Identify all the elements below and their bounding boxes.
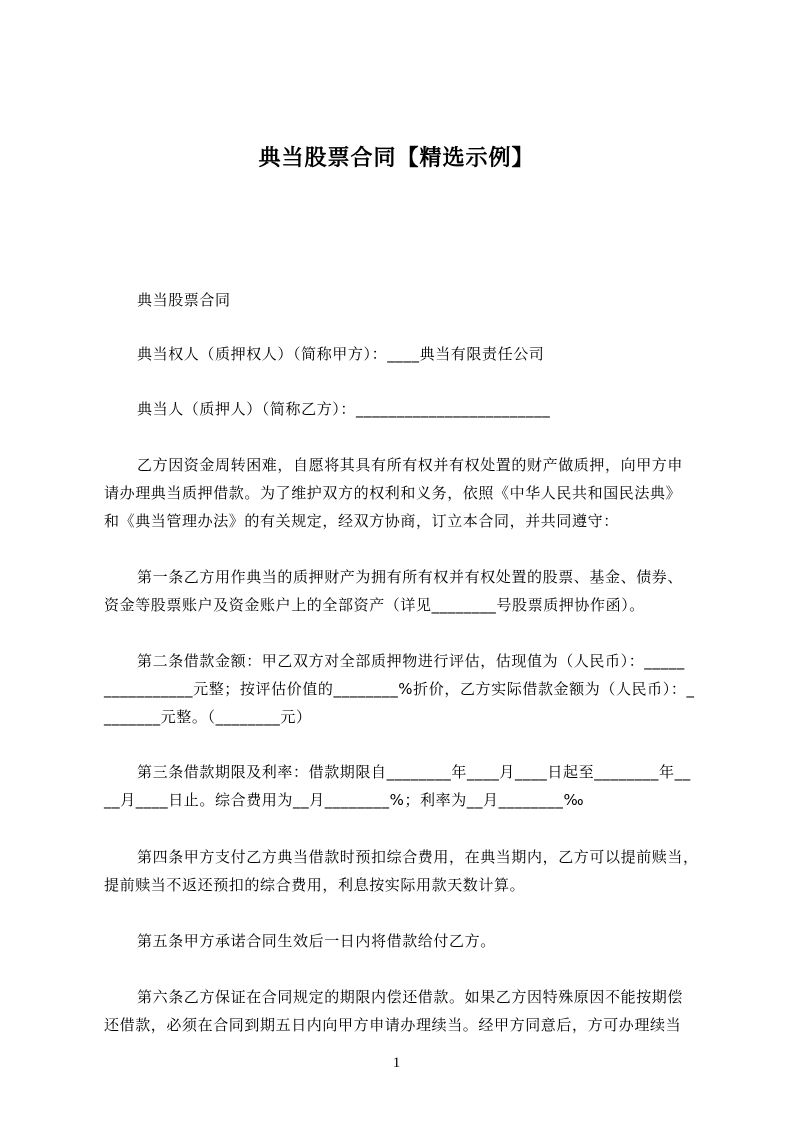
contract-heading: 典当股票合同 bbox=[137, 291, 231, 309]
paragraph-line: ___________元整；按评估价值的________%折价，乙方实际借款金额为（人民币）：_ bbox=[104, 680, 695, 698]
paragraph-line: _______元整。（________元） bbox=[104, 708, 312, 726]
paragraph-line: 第一条乙方用作典当的质押财产为拥有所有权并有权处置的股票、基金、债券、 bbox=[137, 568, 684, 586]
paragraph-line: 第三条借款期限及利率：借款期限自________年____月____日起至________年__ bbox=[137, 763, 691, 781]
paragraph-line: 还借款，必须在合同到期五日内向甲方申请办理续当。经甲方同意后，方可办理续当 bbox=[104, 1016, 682, 1034]
paragraph-line: 典当人（质押人）（简称乙方）：________________________ bbox=[137, 400, 551, 418]
paragraph-line: 和《典当管理办法》的有关规定，经双方协商，订立本合同，并共同遵守： bbox=[104, 512, 619, 530]
paragraph-line: 请办理典当质押借款。为了维护双方的权利和义务，依照《中华人民共和国民法典》 bbox=[104, 484, 682, 502]
paragraph-line: 资金等股票账户及资金账户上的全部资产（详见________号股票质押协作函）。 bbox=[104, 596, 645, 614]
paragraph-line: 第六条乙方保证在合同规定的期限内偿还借款。如果乙方因特殊原因不能按期偿 bbox=[137, 988, 684, 1006]
paragraph-line: 第五条甲方承诺合同生效后一日内将借款给付乙方。 bbox=[137, 932, 496, 950]
paragraph-line: 第二条借款金额：甲乙双方对全部质押物进行评估，估现值为（人民币）：_____ bbox=[137, 652, 685, 670]
paragraph-line: __月____日止。综合费用为__月________%；利率为__月________‰ bbox=[104, 791, 585, 809]
paragraph-line: 典当权人（质押权人）（简称甲方）：____典当有限责任公司 bbox=[137, 345, 545, 363]
paragraph-line: 乙方因资金周转困难，自愿将其具有所有权并有权处置的财产做质押，向甲方申 bbox=[137, 456, 684, 474]
paragraph-line: 第四条甲方支付乙方典当借款时预扣综合费用，在典当期内，乙方可以提前赎当， bbox=[137, 848, 699, 866]
paragraph-line: 提前赎当不返还预扣的综合费用，利息按实际用款天数计算。 bbox=[104, 876, 526, 894]
document-title: 典当股票合同【精选示例】 bbox=[258, 146, 535, 171]
page-number: 1 bbox=[392, 1055, 401, 1071]
